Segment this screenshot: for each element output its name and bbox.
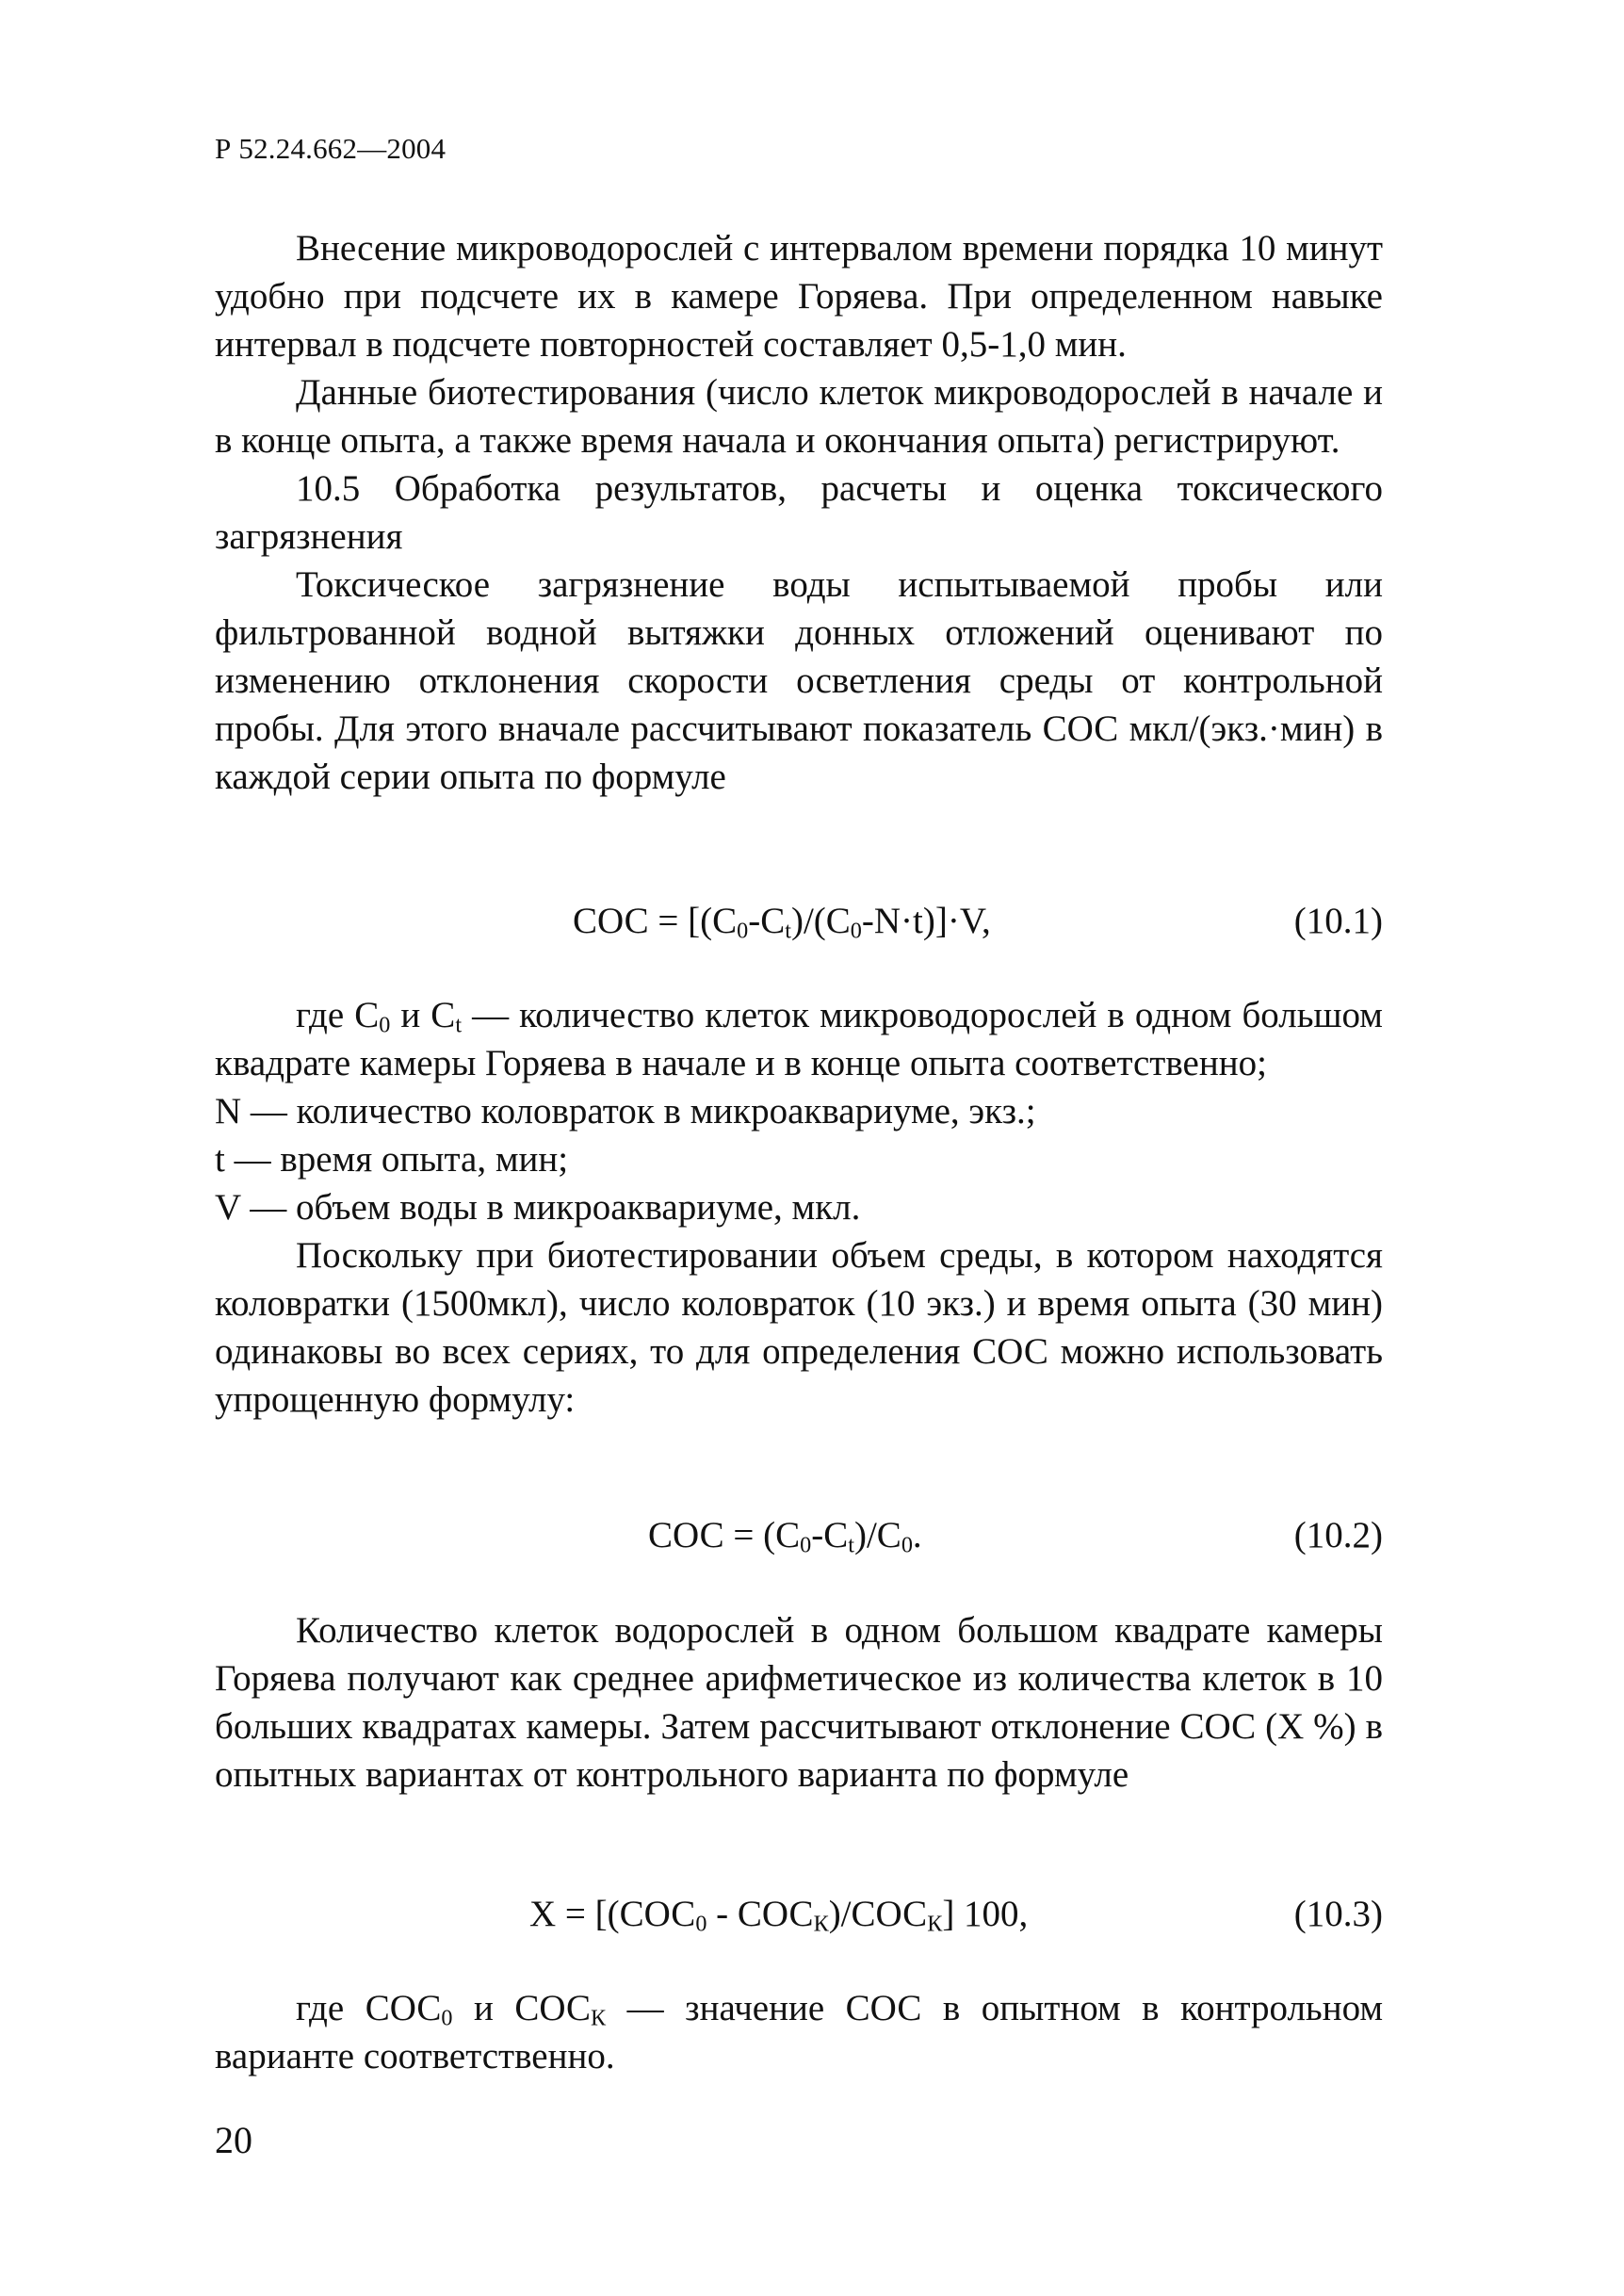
formula-10-2-expression: СОС = $(C_0-C_t)/C_0$. xyxy=(648,1515,922,1558)
formula-10-1-expression: СОС = $[(C_0-C_t)/(C_0-N\cdot t)]\cdot V$, xyxy=(573,901,991,944)
where-clause-1: где $C_0$ и $C_t$ — количество клеток микроводорослей в одном большом квадрате камеры Горяева в начале и в конце опыта соответственно; xyxy=(215,995,1383,1083)
text-block-1 xyxy=(215,224,1383,801)
formula-10-3-number: (10.3) xyxy=(1293,1894,1383,1934)
paragraph-4: Токсическое загрязнение воды испытываемой пробы или фильтрованной водной вытяжки донных отложений оценивают по изменению отклонения скорости осветления среды от контрольной пробы. Для этого вначале рассчитывают показатель СОС мкл/(экз.·мин) в каждой серии опыта по формуле xyxy=(215,564,1383,797)
paragraph-6: Количество клеток водорослей в одном большом квадрате камеры Горяева получают как среднее арифметическое из количества клеток в 10 больших квадратах камеры. Затем рассчитывают отклонение СОС (X %) в опытных вариантах от контрольного варианта по формуле xyxy=(215,1610,1383,1795)
paragraph-5: Поскольку при биотестировании объем среды, в котором находятся коловратки (1500мкл), число коловраток (10 экз.) и время опыта (30 мин) одинаковы во всех сериях, то для определения СОС можно использовать упрощенную формулу: xyxy=(215,1235,1383,1420)
page-number: 20 xyxy=(215,2119,252,2161)
formula-10-1-number: (10.1) xyxy=(1293,901,1383,941)
text-block-3 xyxy=(215,1606,1383,1799)
paragraph-2: Данные биотестирования (число клеток микроводорослей в начале и в конце опыта, а также время начала и окончания опыта) регистрируют. xyxy=(215,372,1383,461)
text-block-4 xyxy=(215,1984,1383,2080)
formula-10-1 xyxy=(215,897,1383,946)
text-block-2 xyxy=(215,991,1383,1424)
formula-10-2-number: (10.2) xyxy=(1293,1515,1383,1555)
formula-10-2 xyxy=(215,1511,1383,1560)
where-clause-3: где $СОС_0$ и $СОС_К$ — значение СОС в опытном в контрольном варианте соответственно. xyxy=(215,1988,1384,2076)
paragraph-1: Внесение микроводорослей с интервалом времени порядка 10 минут удобно при подсчете их в камере Горяева. При определенном навыке интервал в подсчете повторностей составляет 0,5-1,0 мин. xyxy=(215,228,1383,365)
section-heading-10-5: 10.5 Обработка результатов, расчеты и оценка токсического загрязнения xyxy=(215,468,1383,557)
formula-10-3-expression: $X = [(СОС_0 - СОС_К)/СОС_К]$ 100, xyxy=(529,1894,1029,1937)
document-code: Р 52.24.662—2004 xyxy=(215,132,447,165)
definition-v: V — объем воды в микроаквариуме, мкл. xyxy=(215,1187,861,1228)
formula-10-3 xyxy=(215,1890,1383,1939)
definition-t: t — время опыта, мин; xyxy=(215,1139,569,1180)
definition-n: N — количество коловраток в микроаквариуме, экз.; xyxy=(215,1091,1036,1132)
